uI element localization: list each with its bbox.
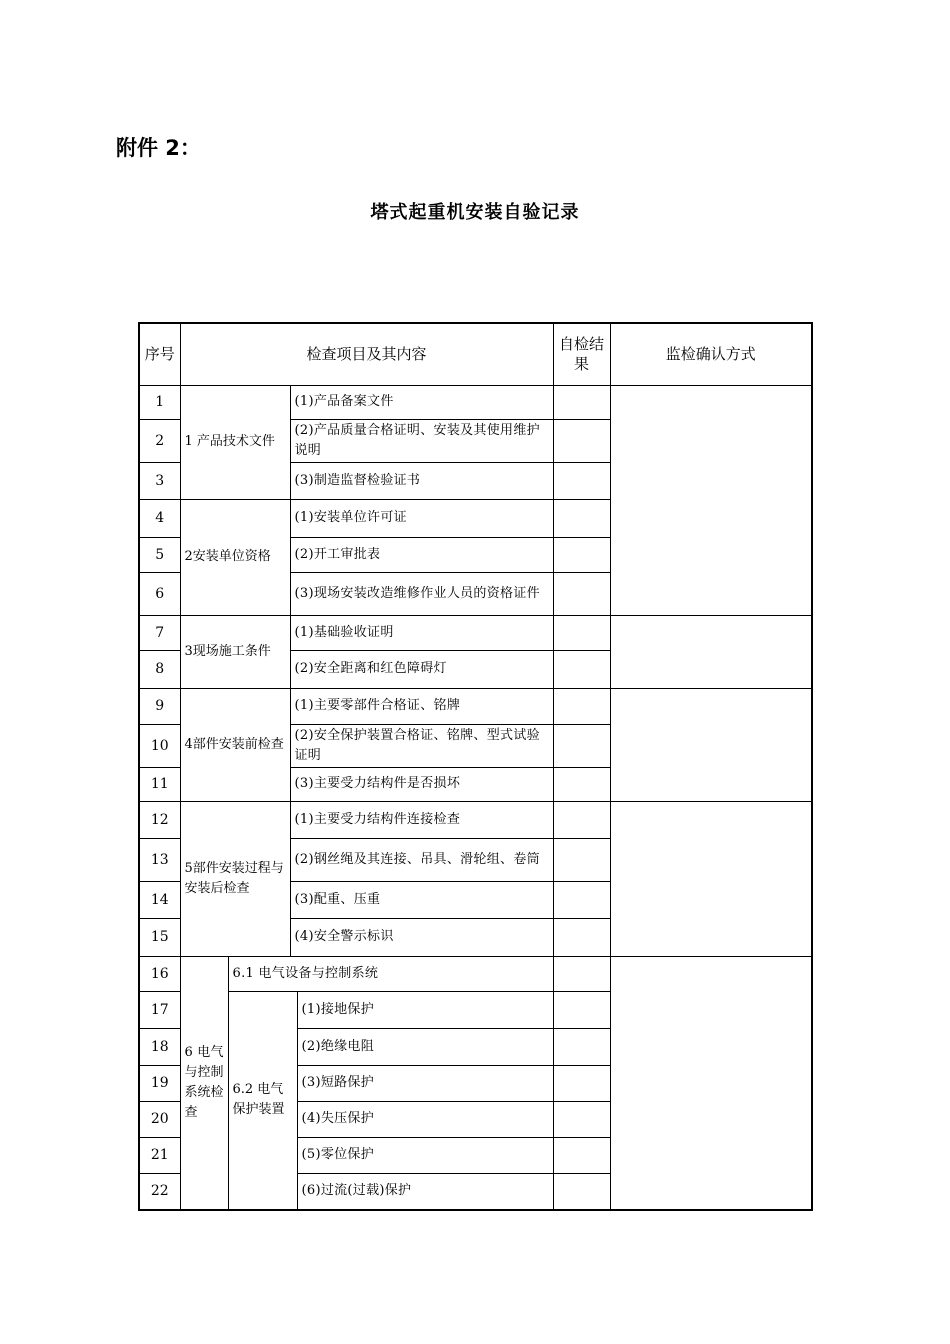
page-title: 塔式起重机安装自验记录: [370, 202, 580, 223]
self-check-cell[interactable]: [553, 1101, 610, 1137]
row-number: 10: [139, 724, 180, 767]
check-item: (1)安装单位许可证: [290, 499, 553, 537]
confirm-cell[interactable]: [610, 801, 812, 956]
self-check-cell[interactable]: [553, 991, 610, 1028]
table-row: [139, 688, 812, 724]
row-number: 9: [139, 688, 180, 724]
section-label: 3现场施工条件: [180, 615, 290, 688]
row-number: 7: [139, 615, 180, 650]
check-item: (4)失压保护: [297, 1101, 553, 1137]
check-item: (2)钢丝绳及其连接、吊具、滑轮组、卷筒: [290, 838, 553, 881]
confirm-cell[interactable]: [610, 385, 812, 615]
row-number: 20: [139, 1101, 180, 1137]
table-row: [139, 385, 812, 419]
row-number: 19: [139, 1065, 180, 1101]
section-label: 5部件安装过程与安装后检查: [180, 801, 290, 956]
self-check-cell[interactable]: [553, 499, 610, 537]
row-number: 16: [139, 956, 180, 991]
check-item: (4)安全警示标识: [290, 918, 553, 956]
self-check-cell[interactable]: [553, 385, 610, 419]
header-self-check: 自检结果: [553, 323, 610, 385]
subsection-label: 6.2 电气保护装置: [228, 991, 297, 1210]
self-check-cell[interactable]: [553, 881, 610, 918]
row-number: 2: [139, 419, 180, 462]
row-number: 3: [139, 462, 180, 499]
check-item: (1)基础验收证明: [290, 615, 553, 650]
self-check-cell[interactable]: [553, 688, 610, 724]
row-number: 22: [139, 1173, 180, 1210]
check-item: (3)主要受力结构件是否损坏: [290, 767, 553, 801]
self-check-cell[interactable]: [553, 956, 610, 991]
attachment-label: 附件 2：: [116, 136, 201, 160]
table-row: [139, 615, 812, 650]
check-item: (6)过流(过载)保护: [297, 1173, 553, 1210]
row-number: 11: [139, 767, 180, 801]
check-item: (1)主要零部件合格证、铭牌: [290, 688, 553, 724]
header-content: 检查项目及其内容: [180, 323, 553, 385]
row-number: 12: [139, 801, 180, 838]
row-number: 1: [139, 385, 180, 419]
section-label: 6 电气与控制系统检查: [180, 956, 228, 1210]
self-check-cell[interactable]: [553, 650, 610, 688]
check-item: (3)制造监督检验证书: [290, 462, 553, 499]
table-row: [139, 956, 812, 991]
confirm-cell[interactable]: [610, 615, 812, 688]
section-label: 2安装单位资格: [180, 499, 290, 615]
check-item: (3)现场安装改造维修作业人员的资格证件: [290, 572, 553, 615]
check-item: (2)开工审批表: [290, 537, 553, 572]
row-number: 14: [139, 881, 180, 918]
subsection-label: 6.1 电气设备与控制系统: [228, 956, 553, 991]
confirm-cell[interactable]: [610, 688, 812, 801]
check-item: (2)安全距离和红色障碍灯: [290, 650, 553, 688]
row-number: 17: [139, 991, 180, 1028]
section-label: 4部件安装前检查: [180, 688, 290, 801]
header-confirm: 监检确认方式: [610, 323, 812, 385]
check-item: (2)产品质量合格证明、安装及其使用维护说明: [290, 419, 553, 462]
row-number: 15: [139, 918, 180, 956]
check-item: (3)短路保护: [297, 1065, 553, 1101]
self-check-cell[interactable]: [553, 537, 610, 572]
row-number: 6: [139, 572, 180, 615]
row-number: 8: [139, 650, 180, 688]
check-item: (1)产品备案文件: [290, 385, 553, 419]
table-row: [139, 801, 812, 838]
self-check-cell[interactable]: [553, 1173, 610, 1210]
self-check-cell[interactable]: [553, 572, 610, 615]
self-check-cell[interactable]: [553, 1028, 610, 1065]
self-check-cell[interactable]: [553, 918, 610, 956]
check-item: (2)绝缘电阻: [297, 1028, 553, 1065]
row-number: 4: [139, 499, 180, 537]
self-check-cell[interactable]: [553, 1065, 610, 1101]
table-header: [139, 323, 812, 385]
self-check-cell[interactable]: [553, 724, 610, 767]
check-item: (2)安全保护装置合格证、铭牌、型式试验证明: [290, 724, 553, 767]
self-check-cell[interactable]: [553, 615, 610, 650]
section-label: 1 产品技术文件: [180, 385, 290, 499]
self-check-cell[interactable]: [553, 419, 610, 462]
self-check-cell[interactable]: [553, 838, 610, 881]
row-number: 13: [139, 838, 180, 881]
check-item: (1)主要受力结构件连接检查: [290, 801, 553, 838]
self-check-cell[interactable]: [553, 767, 610, 801]
self-check-cell[interactable]: [553, 801, 610, 838]
inspection-table: [138, 322, 813, 1211]
row-number: 5: [139, 537, 180, 572]
header-seq: 序号: [139, 323, 180, 385]
check-item: (3)配重、压重: [290, 881, 553, 918]
check-item: (5)零位保护: [297, 1137, 553, 1173]
row-number: 18: [139, 1028, 180, 1065]
check-item: (1)接地保护: [297, 991, 553, 1028]
self-check-cell[interactable]: [553, 1137, 610, 1173]
self-check-cell[interactable]: [553, 462, 610, 499]
row-number: 21: [139, 1137, 180, 1173]
confirm-cell[interactable]: [610, 956, 812, 1210]
